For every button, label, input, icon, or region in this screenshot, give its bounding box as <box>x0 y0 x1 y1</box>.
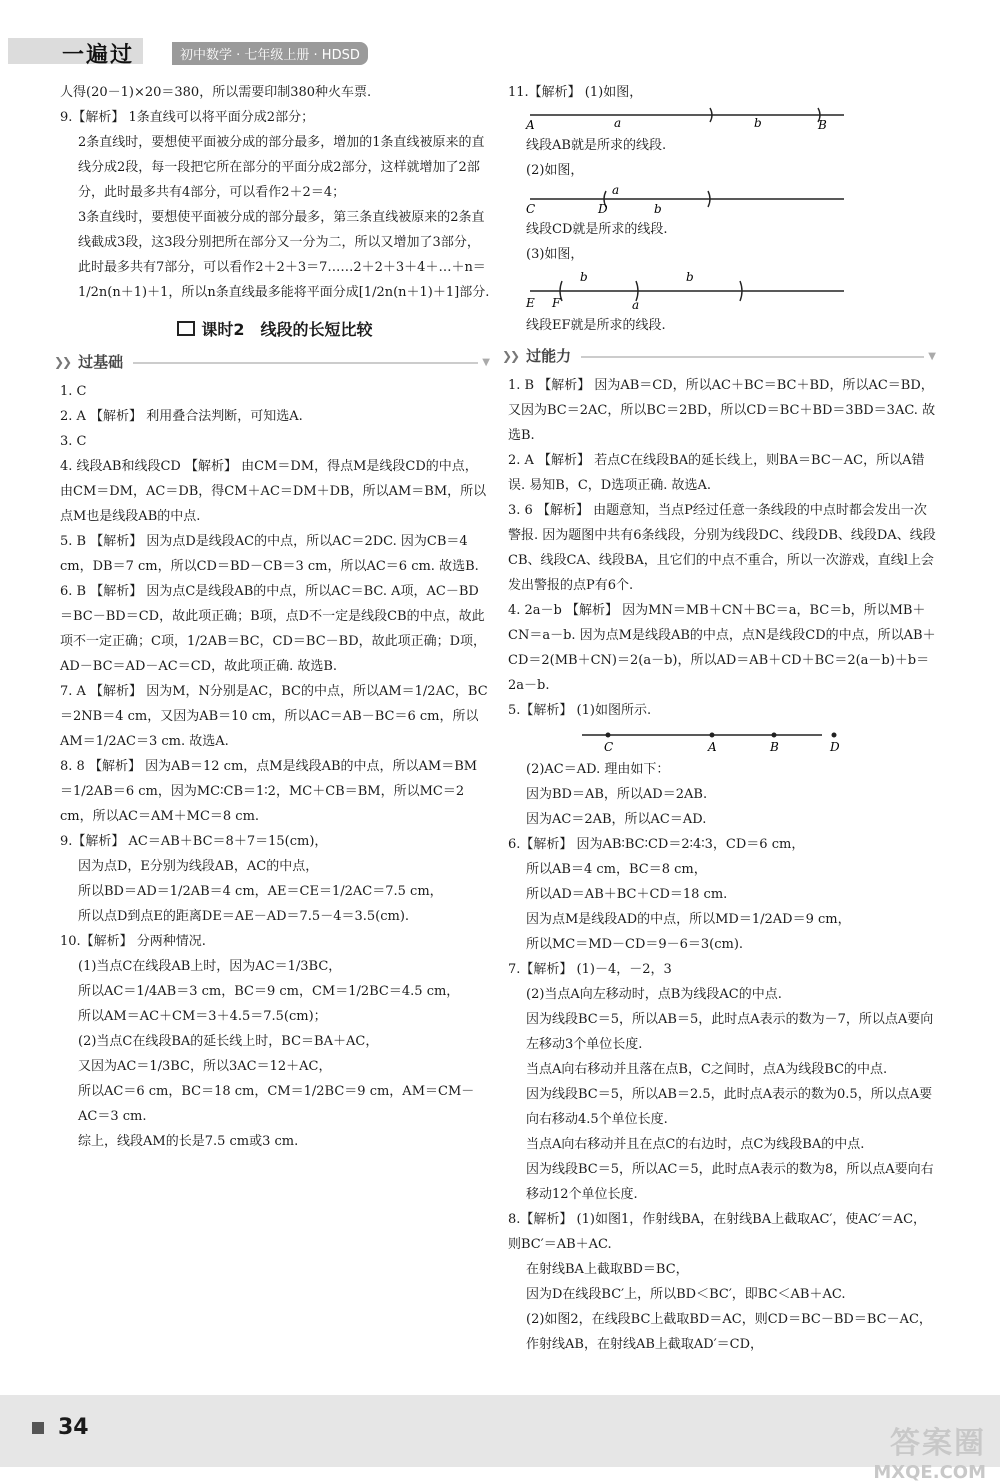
label-b: b <box>580 270 588 284</box>
text-line: (2)如图2，在线段BC上截取BD＝AC，则CD＝BC－BD＝BC－AC， <box>526 1312 932 1327</box>
text-line: 9.【解析】 1条直线可以将平面分成2部分； <box>60 110 315 125</box>
lesson-title <box>60 317 490 342</box>
text-line: 3条直线时，要想使平面被分成的部分最多，第三条直线被原来的2条直线截成3段，这3段分别把所在部分又一分为二，所以又增加了3部分，此时最多共有7部分，可以看作2＋2＋3＝7……2＋2＋3＋4＋…＋n＝1/2n(n＋1)＋1，所以n条直线最多能将平面分成[1/2n(n＋1)＋1]部分. <box>78 210 490 300</box>
chevron-icon: ❯❯ <box>502 349 519 363</box>
figure-segment-ab <box>522 107 852 131</box>
text-line: 线段AB就是所求的线段. <box>526 138 667 153</box>
text-line: 线段CD就是所求的线段. <box>526 222 668 237</box>
page-number-text: 34 <box>58 1415 89 1440</box>
watermark-title: 答案圈 <box>890 1426 986 1461</box>
text-line: 因为点M是线段AD的中点，所以MD＝1/2AD＝9 cm， <box>526 912 851 927</box>
text-line: 综上，线段AM的长是7.5 cm或3 cm. <box>78 1134 299 1149</box>
text-line: 人得(20－1)×20＝380，所以需要印制380种火车票. <box>60 85 372 100</box>
text-line: 所以AC＝6 cm，BC＝18 cm，CM＝1/2BC＝9 cm，AM＝CM－AC＝3 cm. <box>78 1084 475 1124</box>
text-line: (2)当点A向左移动时，点B为线段AC的中点. <box>526 987 782 1002</box>
section-header-basic <box>54 350 490 375</box>
text-line: 作射线AB，在射线AB上截取AD′＝CD， <box>526 1337 764 1352</box>
text-line: 所以AM＝AC＋CM＝3＋4.5＝7.5(cm)； <box>78 1009 327 1024</box>
label-A: A <box>708 740 717 754</box>
lesson-icon <box>177 321 195 336</box>
chevron-icon: ❯❯ <box>54 355 71 369</box>
text-line: (3)如图， <box>526 247 584 262</box>
section-header-ability <box>502 344 936 369</box>
brand-logo: 一遍过 <box>62 43 135 68</box>
label-C: C <box>604 740 614 754</box>
lesson-title-text: 课时2 线段的长短比较 <box>201 320 373 339</box>
text-line: (1)当点C在线段AB上时，因为AC＝1/3BC， <box>78 959 342 974</box>
answer-item: 7.【解析】 (1)－4，－2，3 <box>508 962 672 977</box>
text-line: 所以AB＝4 cm，BC＝8 cm， <box>526 862 707 877</box>
section-title: 过基础 <box>78 353 124 371</box>
text-line: 因为D在线段BC′上，所以BD＜BC′，即BC＜AB＋AC. <box>526 1287 846 1302</box>
label-C: C <box>526 202 536 215</box>
text-line: 当点A向右移动并且在点C的右边时，点C为线段BA的中点. <box>526 1137 865 1152</box>
text-line: 因为线段BC＝5，所以AB＝2.5，此时点A表示的数为0.5，所以点A要向右移动4.5个单位长度. <box>526 1087 933 1127</box>
left-column <box>54 80 490 1154</box>
answer-item: 2. A 【解析】 若点C在线段BA的延长线上，则BA＝BC－AC，所以A错误. 易知B，C，D选项正确. 故选A. <box>508 453 925 493</box>
label-B: B <box>818 118 827 131</box>
text-line: 线段EF就是所求的线段. <box>526 318 666 333</box>
answer-item: 8.【解析】 (1)如图1，作射线BA，在射线BA上截取AC′，使AC′＝AC，则BC′＝AB＋AC. <box>508 1212 927 1252</box>
answer-item: 4. 线段AB和线段CD 【解析】 由CM＝DM，得点M是线段CD的中点，由CM＝DM，AC＝DB，得CM＋AC＝DM＋DB，所以AM＝BM，所以点M也是线段AB的中点. <box>60 459 487 524</box>
page-footer <box>0 1395 1000 1467</box>
label-b: b <box>686 270 694 284</box>
label-a: a <box>612 185 620 197</box>
section-rule <box>581 356 924 358</box>
square-icon <box>32 1422 44 1434</box>
triangle-icon: ▼ <box>482 357 490 368</box>
answer-item: 7. A 【解析】 因为M，N分别是AC，BC的中点，所以AM＝1/2AC，BC＝2NB＝4 cm，又因为AB＝10 cm，所以AC＝AB－BC＝6 cm，所以AM＝1/2AC＝3 cm. 故选A. <box>60 684 488 749</box>
answer-item: 1. C <box>60 384 87 399</box>
text-line: 所以AC＝1/4AB＝3 cm，BC＝9 cm，CM＝1/2BC＝4.5 cm， <box>78 984 460 999</box>
answer-item: 8. 8 【解析】 因为AB＝12 cm，点M是线段AB的中点，所以AM＝BM＝1/2AB＝6 cm，因为MC∶CB＝1∶2，MC＋CB＝BM，所以MC＝2 cm，所以AC＝AM＋MC＝8 cm. <box>60 759 478 824</box>
triangle-icon: ▼ <box>928 351 936 362</box>
label-F: F <box>552 296 561 310</box>
text-line: 所以MC＝MD－CD＝9－6＝3(cm). <box>526 937 744 952</box>
figure-segment-cd <box>522 185 852 215</box>
text-line: 因为BD＝AB，所以AD＝2AB. <box>526 787 708 802</box>
text-line: 因为点D，E分别为线段AB，AC的中点， <box>78 859 319 874</box>
answer-item: 3. 6 【解析】 由题意知，当点P经过任意一条线段的中点时都会发出一次警报. 因为题图中共有6条线段，分别为线段DC、线段DB、线段DA、线段CB、线段CA、线段BA，且它们的中点不重合，所以一次游戏，直线l上会发出警报的点P有6个. <box>508 503 936 593</box>
answer-item: 1. B 【解析】 因为AB＝CD，所以AC＋BC＝BC＋BD，所以AC＝BD，又因为BC＝2AC，所以BC＝2BD，所以CD＝BC＋BD＝3BD＝3AC. 故选B. <box>508 378 936 443</box>
answer-item: 5.【解析】 (1)如图所示. <box>508 703 652 718</box>
answer-item: 4. 2a－b 【解析】 因为MN＝MB＋CN＋BC＝a，BC＝b，所以MB＋CN＝a－b. 因为点M是线段AB的中点，点N是线段CD的中点，所以AB＋CD＝2(MB＋CN)＝2(a－b)，所以AD＝AB＋CD＋BC＝2(a－b)＋b＝2a－b. <box>508 603 936 693</box>
answer-item: 6.【解析】 因为AB∶BC∶CD＝2∶4∶3，CD＝6 cm， <box>508 837 805 852</box>
text-line: 所以AD＝AB＋BC＋CD＝18 cm. <box>526 887 728 902</box>
page-number <box>32 1415 89 1440</box>
watermark <box>873 1418 986 1483</box>
watermark-url: MXQE.COM <box>873 1462 986 1483</box>
figure-number-line <box>522 725 852 755</box>
text-line: 又因为AC＝1/3BC，所以3AC＝12＋AC， <box>78 1059 332 1074</box>
text-line: 因为线段BC＝5，所以AB＝5，此时点A表示的数为－7，所以点A要向左移动3个单位长度. <box>526 1012 934 1052</box>
section-rule <box>133 362 478 364</box>
text-line: (2)AC＝AD. 理由如下： <box>526 762 670 777</box>
label-A: A <box>526 118 535 131</box>
answer-item: 9.【解析】 AC＝AB＋BC＝8＋7＝15(cm)， <box>60 834 328 849</box>
right-column <box>502 80 936 1357</box>
section-title: 过能力 <box>526 347 572 365</box>
answer-item: 3. C <box>60 434 87 449</box>
label-D: D <box>830 740 840 754</box>
label-E: E <box>526 296 535 310</box>
text-line: 所以点D到点E的距离DE＝AE－AD＝7.5－4＝3.5(cm). <box>78 909 410 924</box>
answer-item: 11.【解析】 (1)如图， <box>508 85 643 100</box>
text-line: 当点A向右移动并且落在点B，C之间时，点A为线段BC的中点. <box>526 1062 888 1077</box>
book-tag: 初中数学 · 七年级上册 · HDSD <box>172 42 368 65</box>
text-line: 因为AC＝2AB，所以AC＝AD. <box>526 812 707 827</box>
text-line: (2)如图， <box>526 163 584 178</box>
text-line: 2条直线时，要想使平面被分成的部分最多，增加的1条直线被原来的直线分成2段，每一段把它所在部分的平面分成2部分，这样就增加了2部分，此时最多共有4部分，可以看作2＋2＝4； <box>78 135 485 200</box>
label-a: a <box>614 116 622 130</box>
text-line: (2)当点C在线段BA的延长线上时，BC＝BA＋AC， <box>78 1034 379 1049</box>
label-B: B <box>770 740 779 754</box>
label-b: b <box>654 202 662 215</box>
text-line: 所以BD＝AD＝1/2AB＝4 cm，AE＝CE＝1/2AC＝7.5 cm， <box>78 884 443 899</box>
answer-item: 6. B 【解析】 因为点C是线段AB的中点，所以AC＝BC. A项，AC－BD＝BC－BD＝CD，故此项正确；B项，点D不一定是线段CB的中点，故此项不一定正确；C项，1/2AB＝BC，CD＝BC－BD，故此项正确；D项，AD－BC＝AD－AC＝CD，故此项正确. 故选B. <box>60 584 487 674</box>
text-line: 因为线段BC＝5，所以AC＝5，此时点A表示的数为8，所以点A要向右移动12个单位长度. <box>526 1162 934 1202</box>
answer-item: 5. B 【解析】 因为点D是线段AC的中点，所以AC＝2DC. 因为CB＝4 cm，DB＝7 cm，所以CD＝BD－CB＝3 cm，所以AC＝6 cm. 故选B. <box>60 534 479 574</box>
answer-item: 2. A 【解析】 利用叠合法判断，可知选A. <box>60 409 303 424</box>
label-a: a <box>632 298 640 311</box>
label-D: D <box>598 202 608 215</box>
figure-segment-ef <box>522 269 852 311</box>
page-header <box>0 0 1000 70</box>
answer-item: 10.【解析】 分两种情况. <box>60 934 206 949</box>
text-line: 在射线BA上截取BD＝BC， <box>526 1262 689 1277</box>
label-b: b <box>754 116 762 130</box>
